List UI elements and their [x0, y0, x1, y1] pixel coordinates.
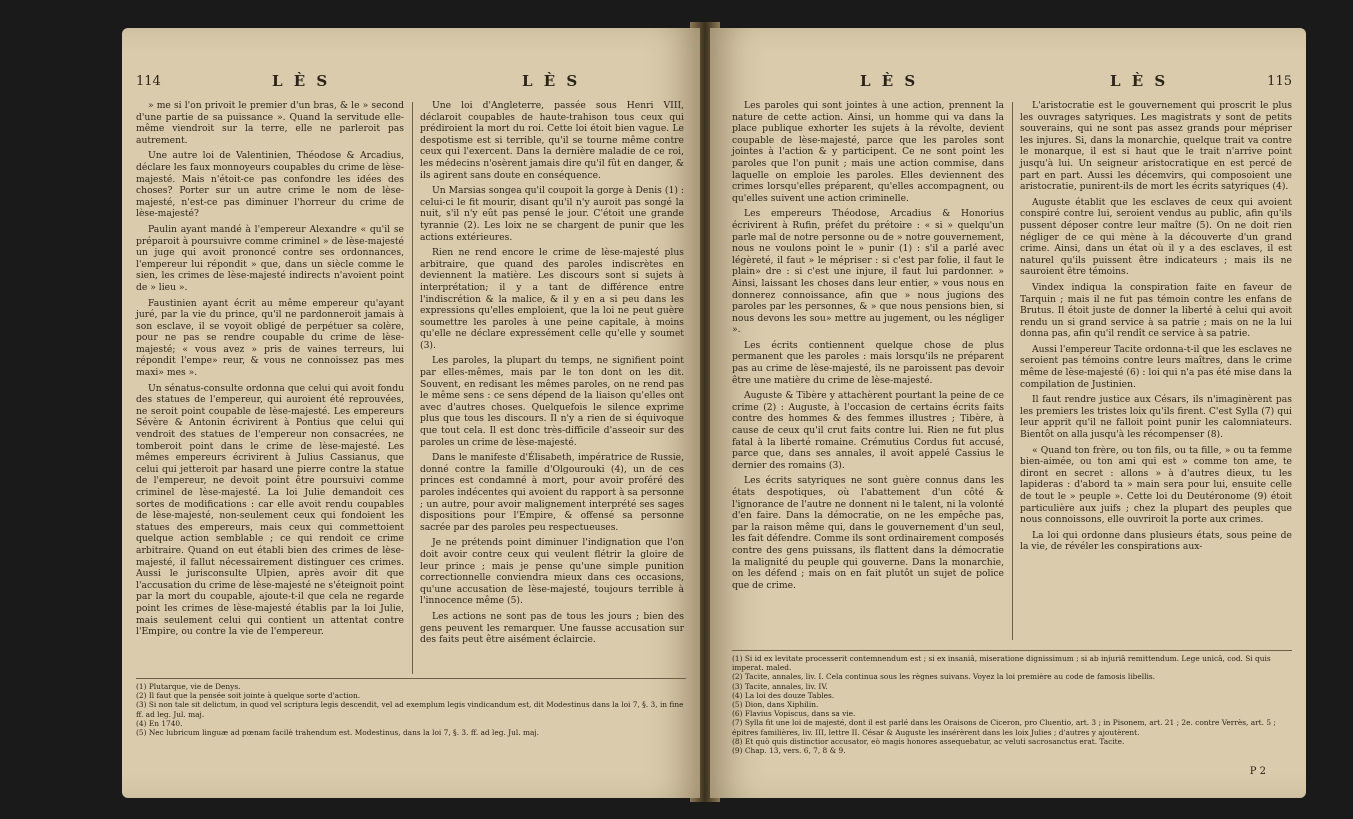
paragraph: La loi qui ordonne dans plusieurs états, sous peine de la vie, de révéler les conspirations aux-	[1020, 529, 1292, 553]
right-page	[710, 28, 1306, 798]
running-head-right-1: L È S	[860, 72, 919, 90]
footnote: (6) Flavius Vopiscus, dans sa vie.	[732, 709, 856, 719]
paragraph: Une autre loi de Valentinien, Théodose & Arcadius, déclare les faux monnoyeurs coupables du crime de lèse-majesté. Mais n'étoit-ce pas confondre les idées des choses? Porter sur un autre crime le nom de lèse-majesté, n'est-ce pas diminuer l'horreur du crime de lèse-majesté?	[136, 150, 404, 220]
footnote: (1) Plutarque, vie de Denys.	[136, 682, 241, 691]
footnote: (4) La loi des douze Tables.	[732, 690, 835, 700]
paragraph: Paulin ayant mandé à l'empereur Alexandre « qu'il se préparoit à poursuivre comme criminel » de lèse-majesté un juge qui avoit prononcé contre ses ordonnances, l'empereur lui répondit » que, dans un siècle comme le sien, les crimes de lèse-majesté indirects n'avoient point de » lieu ».	[136, 223, 404, 293]
running-head-left-1: L È S	[272, 72, 331, 90]
paragraph: Les écrits satyriques ne sont guère connus dans les états despotiques, où l'abattement d'un côté & l'ignorance de l'autre ne donnent ni le talent, ni la volonté d'en faire. Dans la démocratie, on ne les empêche pas, par la raison même qui, dans le gouvernement d'un seul, les fait défendre. Comme ils sont ordinairement composés contre des gens puissans, ils flattent dans la démocratie la malignité du peuple qui gouverne. Dans la monarchie, on les défend ; mais on en fait plutôt un sujet de police que de crime.	[732, 475, 1004, 591]
paragraph: Auguste établit que les esclaves de ceux qui avoient conspiré contre lui, seroient vendus au public, afin qu'ils pussent déposer contre leur maître (5). On ne doit rien négliger de ce qui mène à la découverte d'un grand crime. Ainsi, dans un état où il y a des esclaves, il est naturel qu'ils puissent être indicateurs ; mais ils ne sauroient être témoins.	[1020, 196, 1292, 278]
left-page	[122, 28, 700, 798]
footnote: (3) Tacite, annales, liv. IV.	[732, 681, 828, 691]
right-column-2	[1020, 100, 1292, 557]
paragraph: Les écrits contiennent quelque chose de plus permanent que les paroles : mais lorsqu'ils ne préparent pas au crime de lèse-majesté, ils ne paroissent pas devoir être une matière du crime de lèse-majesté.	[732, 339, 1004, 386]
paragraph: Vindex indiqua la conspiration faite en faveur de Tarquin ; mais il ne fut pas témoin contre les enfans de Brutus. Il étoit juste de donner la liberté à celui qui avoit rendu un si grand service à sa patrie ; mais on ne la lui donna pas, afin qu'il rendît ce service à sa patrie.	[1020, 281, 1292, 340]
footnote: (1) Si id ex levitate processerit contemnendum est ; si ex insaniâ, miseratione dignissimum ; si ab injuriâ remittendum. Lege unicâ, cod. Si quis imperat. maled.	[732, 654, 1271, 673]
paragraph: Un sénatus-consulte ordonna que celui qui avoit fondu des statues de l'empereur, qui auroient été reprouvées, ne seroit point coupable de lèse-majesté. Les empereurs Sévère & Antonin écrivirent à Pontius que celui qui vendroit des statues de l'empereur non consacrées, ne tomberoit point dans le crime de lèse-majesté. Les mêmes empereurs écrivirent à Julius Cassianus, que celui qui jetteroit par hasard une pierre contre la statue de l'empereur, ne devoit point être poursuivi comme criminel de lèse-majesté. La loi Julie demandoit ces sortes de modifications : car elle avoit rendu coupables de lèse-majesté, non-seulement ceux qui fondoient les statues des empereurs, mais ceux qui commettoient quelque action semblable ; ce qui rendoit ce crime arbitraire. Quand on eut établi bien des crimes de lèse-majesté, il fallut nécessairement distinguer ces crimes. Aussi le jurisconsulte Ulpien, après avoir dit que l'accusation du crime de lèse-majesté ne s'éteignoit point par la mort du coupable, ajoute-t-il que cela ne regarde point les crimes de lèse-majesté établis par la loi Julie, mais seulement celui qui contient un attentat contre l'Empire, ou contre la vie de l'empereur.	[136, 382, 404, 638]
paragraph: Un Marsias songea qu'il coupoit la gorge à Denis (1) : celui-ci le fit mourir, disant qu'il n'y auroit pas songé la nuit, s'il n'y eût pas pensé le jour. C'étoit une grande tyrannie (2). Les loix ne se chargent de punir que les actions extérieures.	[420, 185, 684, 243]
paragraph: Aussi l'empereur Tacite ordonna-t-il que les esclaves ne seroient pas témoins contre leurs maîtres, dans le crime même de lèse-majesté (6) : loi qui n'a pas été mise dans la compilation de Justinien.	[1020, 343, 1292, 390]
page-number-right: 115	[1267, 74, 1292, 89]
signature-mark: P 2	[1249, 766, 1266, 777]
left-column-2	[420, 100, 684, 650]
left-column-1	[136, 100, 404, 642]
footnote-rule	[732, 650, 1292, 651]
paragraph: Dans le manifeste d'Élisabeth, impératrice de Russie, donné contre la famille d'Olgourouki (4), un de ces princes est condamné à mort, pour avoir proféré des paroles indécentes qui avoient du rapport à sa personne ; un autre, pour avoir malignement interprété ses sages dispositions pour l'Empire, & offensé sa personne sacrée par des paroles peu respectueuses.	[420, 452, 684, 533]
paragraph: Les actions ne sont pas de tous les jours ; bien des gens peuvent les remarquer. Une fausse accusation sur des faits peut être aisément éclaircie.	[420, 610, 684, 646]
right-column-1	[732, 100, 1004, 595]
footnote: (9) Chap. 13, vers. 6, 7, 8 & 9.	[732, 746, 846, 756]
footnote: (8) Et quò quis distinctior accusator, eò magis honores assequebatur, ac veluti sacrosanctus erat. Tacite.	[732, 736, 1125, 746]
footnote: (2) Tacite, annales, liv. I. Cela continua sous les règnes suivans. Voyez la loi première au code de famosis libellis.	[732, 672, 1155, 682]
footnote: (2) Il faut que la pensée soit jointe à quelque sorte d'action.	[136, 691, 361, 701]
running-head-right-2: L È S	[1110, 72, 1169, 90]
paragraph: Les paroles, la plupart du temps, ne signifient point par elles-mêmes, mais par le ton dont on les dit. Souvent, en redisant les mêmes paroles, on ne rend pas le même sens : ce sens dépend de la liaison qu'elles ont avec d'autres choses. Quelquefois le silence exprime plus que tous les discours. Il n'y a rien de si équivoque que tout cela. Il est donc très-difficile d'asseoir sur des paroles un crime de lèse-majesté.	[420, 355, 684, 448]
paragraph: Auguste & Tibère y attachèrent pourtant la peine de ce crime (2) : Auguste, à l'occasion de certains écrits faits contre des hommes & des femmes illustres ; Tibère, à cause de ceux qu'il crut faits contre lui. Rien ne fut plus fatal à la liberté romaine. Crémutius Cordus fut accusé, parce que, dans ses annales, il avoit appelé Cassius le dernier des romains (3).	[732, 390, 1004, 471]
paragraph: Rien ne rend encore le crime de lèse-majesté plus arbitraire, que quand des paroles indiscrètes en deviennent la matière. Les discours sont si sujets à interprétation; il y a tant de différence entre l'indiscrétion & la malice, & il y en a si peu dans les expressions qu'elles emploient, que la loi ne peut guère soumettre les paroles à une peine capitale, à moins qu'elle ne déclare expressément celle qu'elle y soumet (3).	[420, 247, 684, 351]
footnote-rule	[136, 678, 686, 679]
page-number-left: 114	[136, 74, 161, 89]
footnote: (7) Sylla fit une loi de majesté, dont il est parlé dans les Oraisons de Ciceron, pro Cluentio, art. 3 ; in Pisonem, art. 21 ; 2e. contre Verrès, art. 5 ; épitres familières, liv. III, lettre II. César & Auguste les insérèrent dans les loix Julies ; d'autres y ajoutèrent.	[732, 718, 1276, 737]
paragraph: Il faut rendre justice aux Césars, ils n'imaginèrent pas les premiers les tristes loix qu'ils firent. C'est Sylla (7) qui leur apprit qu'il ne falloit point punir les calomniateurs. Bientôt on alla jusqu'à les récompenser (8).	[1020, 394, 1292, 441]
right-footnotes	[732, 654, 1292, 755]
paragraph: Les empereurs Théodose, Arcadius & Honorius écrivirent à Rufin, préfet du prétoire : « si » quelqu'un parle mal de notre personne ou de » notre gouvernement, nous ne voulons point le » punir (1) : s'il a parlé avec légèreté, il faut » le mépriser : si c'est par folie, il faut le plain» dre : si c'est une injure, il faut lui pardonner. » Ainsi, laissant les choses dans leur entier, » vous nous en donnerez connoissance, afin que » nous jugions des paroles par les personnes, & » que nous pensions bien, si nous devons les sou» mettre au jugement, ou les négliger ».	[732, 208, 1004, 336]
column-divider	[412, 102, 413, 674]
paragraph: Je ne prétends point diminuer l'indignation que l'on doit avoir contre ceux qui veulent flétrir la gloire de leur prince ; mais je pense qu'une simple punition correctionnelle conviendra mieux dans ces occasions, qu'une accusation de lèse-majesté, toujours terrible à l'innocence même (5).	[420, 537, 684, 607]
column-divider	[1012, 102, 1013, 640]
paragraph: L'aristocratie est le gouvernement qui proscrit le plus les ouvrages satyriques. Les magistrats y sont de petits souverains, qui ne sont pas assez grands pour mépriser les injures. Si, dans la monarchie, quelque trait va contre le monarque, il est si haut que le trait n'arrive point jusqu'à lui. Un seigneur aristocratique en est percé de part en part. Aussi les décemvirs, qui composoient une aristocratie, punirent-ils de mort les écrits satyriques (4).	[1020, 100, 1292, 193]
footnote: (5) Dion, dans Xiphilin.	[732, 700, 819, 710]
paragraph: Une loi d'Angleterre, passée sous Henri VIII, déclaroit coupables de haute-trahison tous ceux qui prédiroient la mort du roi. Cette loi étoit bien vague. Le despotisme est si terrible, qu'il se tourne même contre ceux qui l'exercent. Dans la dernière maladie de ce roi, les médecins n'osèrent jamais dire qu'il fût en danger, & ils agirent sans doute en conséquence.	[420, 100, 684, 181]
paragraph: Faustinien ayant écrit au même empereur qu'ayant juré, par la vie du prince, qu'il ne pardonneroit jamais à son esclave, il se voyoit obligé de perpétuer sa colère, pour ne pas se rendre coupable du crime de lèse-majesté; « vous avez » pris de vaines terreurs, lui répondit l'empe» reur, & vous ne connoissez pas mes maxi» mes ».	[136, 297, 404, 379]
footnote: (3) Si non tale sit delictum, in quod vel scriptura legis descendit, vel ad exemplum legis vindicandum est, dit Modestinus dans la loi 7, §. 3, in fine ff. ad leg. Jul. maj.	[136, 700, 684, 719]
book-spread	[60, 0, 1320, 819]
left-footnotes	[136, 682, 686, 737]
footnote: (5) Nec lubricum linguæ ad pœnam facilè trahendum est. Modestinus, dans la loi 7, §. 3. ff. ad leg. Jul. maj.	[136, 728, 540, 738]
paragraph: « Quand ton frère, ou ton fils, ou ta fille, » ou ta femme bien-aimée, ou ton ami qui est » comme ton ame, te diront en secret : allons » à d'autres dieux, tu les lapideras : d'abord ta » main sera pour lui, ensuite celle de tout le » peuple ». Cette loi du Deutéronome (9) étoit particulière aux juifs ; chez la plupart des peuples que nous connoissons, elle ouvriroit la porte aux crimes.	[1020, 444, 1292, 526]
running-head-left-2: L È S	[522, 72, 581, 90]
paragraph: Les paroles qui sont jointes à une action, prennent la nature de cette action. Ainsi, un homme qui va dans la place publique exhorter les sujets à la révolte, devient coupable de lèse-majesté, parce que les paroles sont jointes à l'action & y participent. Ce ne sont point les paroles que l'on punit ; mais une action commise, dans laquelle on emploie les paroles. Elles deviennent des crimes lorsqu'elles préparent, qu'elles accompagnent, ou qu'elles suivent une action criminelle.	[732, 100, 1004, 204]
footnote: (4) En 1740.	[136, 718, 183, 728]
paragraph: » me si l'on privoit le premier d'un bras, & le » second d'une partie de sa puissance ». Quand la servitude elle-même viendroit sur la terre, elle ne parleroit pas autrement.	[136, 100, 404, 146]
